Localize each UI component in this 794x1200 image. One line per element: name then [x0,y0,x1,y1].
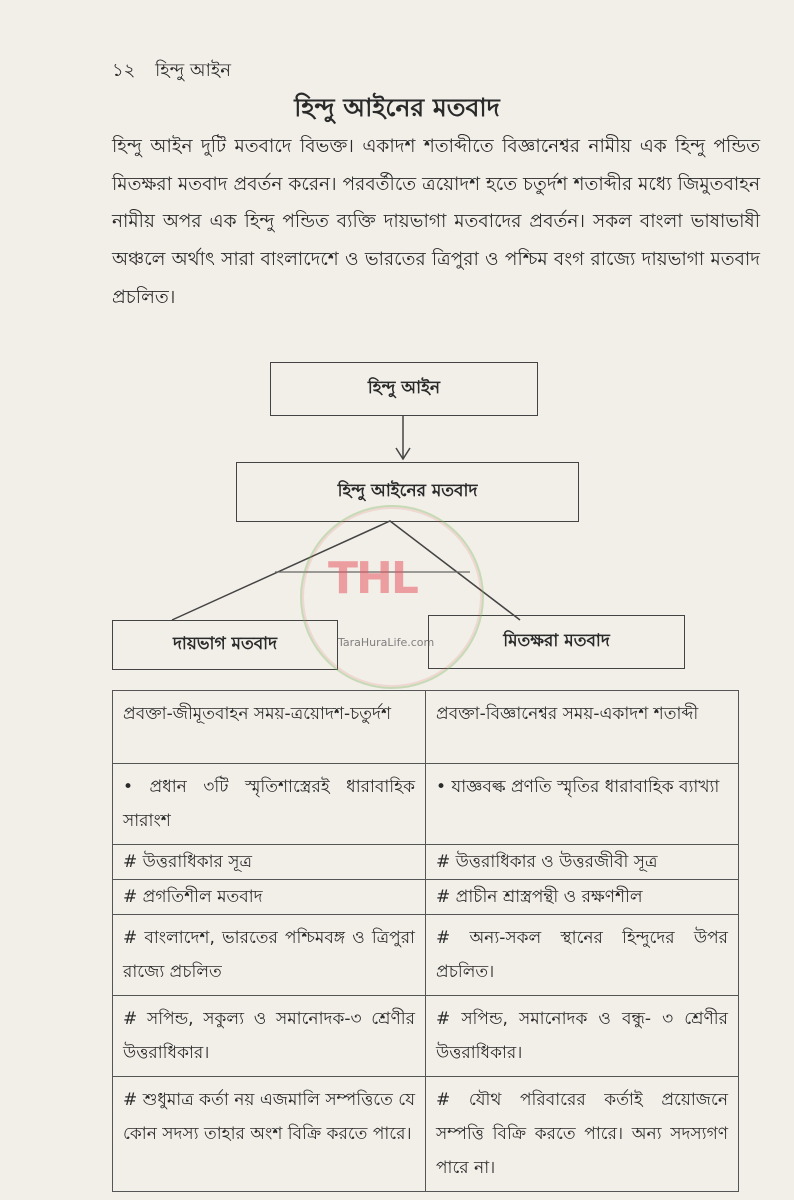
page-number: ১২ [112,60,136,81]
table-cell: # বাংলাদেশ, ভারতের পশ্চিমবঙ্গ ও ত্রিপুরা রাজ্যে প্রচলিত [113,915,426,996]
body-paragraph: হিন্দু আইন দুটি মতবাদে বিভক্ত। একাদশ শতাব্দীতে বিজ্ঞানেশ্বর নামীয় এক হিন্দু পন্ডিত মিতক্ষরা মতবাদ প্রবর্তন করেন। পরবর্তীতে ত্রয়োদশ হতে চতুর্দশ শতাব্দীর মধ্যে জিমুতবাহন নামীয় অপর এক হিন্দু পন্ডিত ব্যক্তি দায়ভাগা মতবাদের প্রবর্তন। সকল বাংলা ভাষাভাষী অঞ্চলে অর্থাৎ সারা বাংলাদেশে ও ভারতের ত্রিপুরা ও পশ্চিম বংগ রাজ্যে দায়ভাগা মতবাদ প্রচলিত। [112,136,760,308]
table-row [113,1077,739,1192]
table-row [113,880,739,915]
table-row [113,691,739,764]
table-cell: • প্রধান ৩টি স্মৃতিশাস্ত্রেরই ধারাবাহিক সারাংশ [113,764,426,845]
comparison-table [112,690,739,1192]
table-cell: # শুধুমাত্র কর্তা নয় এজমালি সম্পত্তিতে যে কোন সদস্য তাহার অংশ বিক্রি করতে পারে। [113,1077,426,1192]
diagram-root-box: হিন্দু আইন [270,362,538,416]
page-title: হিন্দু আইনের মতবাদ [294,93,500,122]
watermark-text: TaraHuraLife.com [338,636,435,649]
book-title: হিন্দু আইন [155,60,231,81]
table-cell: # প্রাচীন শ্রাস্ত্রপন্থী ও রক্ষণশীল [426,880,739,915]
table-row [113,845,739,880]
table-cell: প্রবক্তা-জীমূতবাহন সময়-ত্রয়োদশ-চতুর্দশ [113,691,426,764]
table-row [113,915,739,996]
watermark-logo: THL [328,553,417,604]
table-row [113,996,739,1077]
diagram-middle-box: হিন্দু আইনের মতবাদ [236,462,579,522]
table-cell: # সপিন্ড, সকুল্য ও সমানোদক-৩ শ্রেণীর উত্তরাধিকার। [113,996,426,1077]
table-cell: প্রবক্তা-বিজ্ঞানেশ্বর সময়-একাদশ শতাব্দী [426,691,739,764]
table-cell: # সপিন্ড, সমানোদক ও বন্ধু- ৩ শ্রেণীর উত্তরাধিকার। [426,996,739,1077]
diagram-right-box: মিতক্ষরা মতবাদ [428,615,685,669]
table-cell: # যৌথ পরিবারের কর্তাই প্রয়োজনে সম্পত্তি বিক্রি করতে পারে। অন্য সদস্যগণ পারে না। [426,1077,739,1192]
table-cell: # উত্তরাধিকার সূত্র [113,845,426,880]
diagram-left-box: দায়ভাগ মতবাদ [112,620,338,670]
table-row [113,764,739,845]
table-cell: # উত্তরাধিকার ও উত্তরজীবী সূত্র [426,845,739,880]
table-cell: • যাজ্ঞবল্ক প্রণতি স্মৃতির ধারাবাহিক ব্যাখ্যা [426,764,739,845]
table-cell: # প্রগতিশীল মতবাদ [113,880,426,915]
table-cell: # অন্য-সকল স্থানের হিন্দুদের উপর প্রচলিত। [426,915,739,996]
